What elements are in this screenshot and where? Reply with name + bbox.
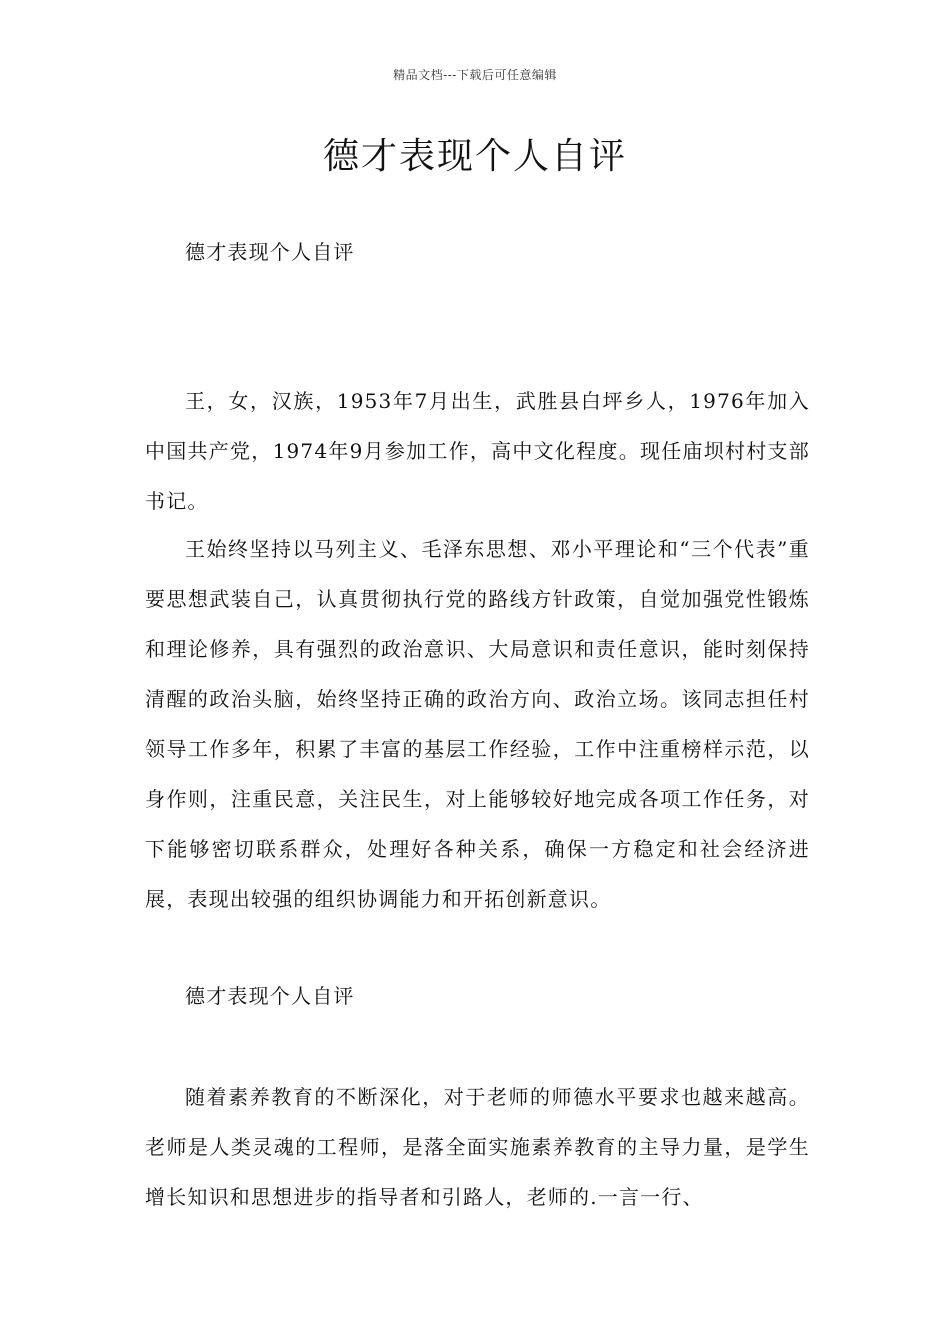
section-heading: 德才表现个人自评 [185, 240, 355, 264]
paragraph-block [145, 376, 810, 526]
paragraph: 王，女，汉族，1953年7月出生，武胜县白坪乡人，1976年加入中国共产党，1974年9月参加工作，高中文化程度。现任庙坝村村支部书记。 [145, 389, 810, 513]
paragraph: 随着素养教育的不断深化，对于老师的师德水平要求也越来越高。老师是人类灵魂的工程师，是落全面实施素养教育的主导力量，是学生增长知识和思想进步的指导者和引路人，老师的.一言一行、 [145, 1085, 810, 1209]
header-note: 精品文档---下载后可任意编辑 [393, 68, 557, 82]
paragraph-block [145, 524, 810, 924]
document-title: 德才表现个人自评 [322, 136, 627, 177]
paragraph: 王始终坚持以马列主义、毛泽东思想、邓小平理论和“三个代表”重要思想武装自己，认真贯彻执行党的路线方针政策，自觉加强党性锻炼和理论修养，具有强烈的政治意识、大局意识和责任意识，能时刻保持清醒的政治头脑，始终坚持正确的政治方向、政治立场。该同志担任村领导工作多年，积累了丰富的基层工作经验，工作中注重榜样示范，以身作则，注重民意，关注民生，对上能够较好地完成各项工作任务，对下能够密切联系群众，处理好各种关系，确保一方稳定和社会经济进展，表现出较强的组织协调能力和开拓创新意识。 [145, 537, 810, 911]
section-heading: 德才表现个人自评 [185, 984, 355, 1008]
paragraph-block [145, 1072, 810, 1222]
